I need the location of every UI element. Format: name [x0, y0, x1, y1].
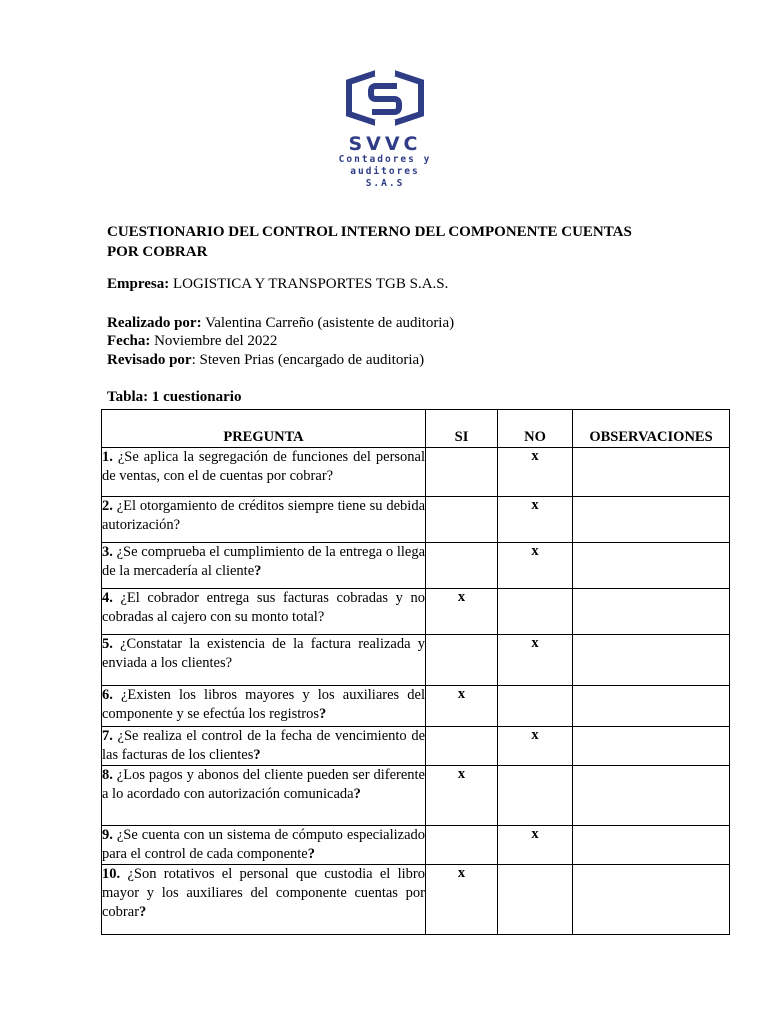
question-text: ¿Existen los libros mayores y los auxiliares del componente y se efectúa los registros	[102, 687, 425, 722]
logo-subtitle-line1: Contadores y	[338, 154, 432, 165]
question-cell	[102, 497, 426, 543]
si-cell: x	[426, 766, 498, 826]
question-number: 2.	[102, 498, 113, 514]
observaciones-cell	[573, 686, 730, 727]
fecha-label: Fecha:	[107, 333, 151, 349]
si-cell: x	[426, 686, 498, 727]
observaciones-cell	[573, 865, 730, 935]
si-cell	[426, 727, 498, 766]
question-text: ¿Se aplica la segregación de funciones del personal de ventas, con el de cuentas por cobrar?	[102, 449, 425, 484]
observaciones-cell	[573, 727, 730, 766]
question-text: ¿El otorgamiento de créditos siempre tiene su debida autorización?	[102, 498, 425, 533]
logo-subtitle-line2: auditores	[350, 166, 420, 177]
revisado-line	[107, 351, 424, 370]
table-row	[102, 543, 730, 589]
revisado-value: : Steven Prias (encargado de auditoria)	[191, 352, 425, 368]
question-cell	[102, 865, 426, 935]
question-cell	[102, 635, 426, 686]
no-cell: x	[498, 727, 573, 766]
question-text: ¿El cobrador entrega sus facturas cobradas y no cobradas al cajero con su monto total?	[102, 590, 426, 625]
question-text: ¿Son rotativos el personal que custodia el libro mayor y los auxiliares del componente cuentas por cobrar	[102, 866, 426, 920]
question-cell	[102, 727, 426, 766]
table-row	[102, 497, 730, 543]
si-cell	[426, 543, 498, 589]
question-end: ?	[253, 747, 261, 763]
no-cell: x	[498, 497, 573, 543]
question-text: ¿Se comprueba el cumplimiento de la entrega o llega de la mercadería al cliente	[102, 544, 426, 579]
no-cell: x	[498, 635, 573, 686]
observaciones-cell	[573, 766, 730, 826]
observaciones-cell	[573, 448, 730, 497]
no-cell: x	[498, 826, 573, 865]
header-si: SI	[426, 410, 498, 448]
fecha-value: Noviembre del 2022	[154, 333, 278, 349]
observaciones-cell	[573, 543, 730, 589]
si-cell: x	[426, 589, 498, 635]
question-number: 1.	[102, 449, 113, 465]
si-cell: x	[426, 865, 498, 935]
question-cell	[102, 826, 426, 865]
question-cell	[102, 589, 426, 635]
question-end: ?	[254, 563, 262, 579]
question-number: 3.	[102, 544, 113, 560]
question-end: ?	[319, 706, 327, 722]
empresa-line	[107, 275, 448, 294]
realizado-label: Realizado por:	[107, 315, 202, 331]
table-row	[102, 448, 730, 497]
observaciones-cell	[573, 589, 730, 635]
observaciones-cell	[573, 497, 730, 543]
question-end: ?	[353, 786, 361, 802]
header-pregunta: PREGUNTA	[102, 410, 426, 448]
no-cell	[498, 766, 573, 826]
si-cell	[426, 826, 498, 865]
si-cell	[426, 448, 498, 497]
question-cell	[102, 686, 426, 727]
question-cell	[102, 448, 426, 497]
table-row	[102, 826, 730, 865]
observaciones-cell	[573, 635, 730, 686]
si-cell	[426, 497, 498, 543]
question-end: ?	[307, 846, 315, 862]
no-cell	[498, 686, 573, 727]
table-caption: Tabla: 1 cuestionario	[107, 389, 242, 405]
logo-subtitle-line3: S.A.S	[365, 178, 405, 189]
logo-name: SVVC	[348, 133, 422, 155]
table-row	[102, 766, 730, 826]
header-observaciones: OBSERVACIONES	[573, 410, 730, 448]
question-text: ¿Constatar la existencia de la factura realizada y enviada a los clientes?	[102, 636, 425, 671]
empresa-value: LOGISTICA Y TRANSPORTES TGB S.A.S.	[172, 276, 449, 292]
svvc-logo-icon	[345, 68, 425, 128]
revisado-label: Revisado por	[107, 352, 192, 368]
table-row	[102, 865, 730, 935]
question-number: 7.	[102, 728, 113, 744]
question-number: 4.	[102, 590, 113, 606]
document-title: CUESTIONARIO DEL CONTROL INTERNO DEL COMPONENTE CUENTAS POR COBRAR	[107, 224, 632, 260]
question-cell	[102, 543, 426, 589]
empresa-label: Empresa:	[107, 276, 170, 292]
header-no: NO	[498, 410, 573, 448]
no-cell: x	[498, 448, 573, 497]
no-cell	[498, 865, 573, 935]
si-cell	[426, 635, 498, 686]
question-text: ¿Se realiza el control de la fecha de vencimiento de las facturas de los clientes	[102, 728, 426, 763]
question-number: 10.	[102, 866, 121, 882]
table-row	[102, 635, 730, 686]
questionnaire-table	[101, 409, 730, 935]
question-number: 5.	[102, 636, 113, 652]
question-number: 9.	[102, 827, 113, 843]
question-text: ¿Se cuenta con un sistema de cómputo especializado para el control de cada componente	[102, 827, 426, 862]
no-cell: x	[498, 543, 573, 589]
question-number: 6.	[102, 687, 113, 703]
fecha-line	[107, 332, 277, 351]
realizado-value: Valentina Carreño (asistente de auditoria)	[205, 315, 455, 331]
question-number: 8.	[102, 767, 113, 783]
question-text: ¿Los pagos y abonos del cliente pueden ser diferente a lo acordado con autorización comunicada	[102, 767, 425, 802]
no-cell	[498, 589, 573, 635]
realizado-line	[107, 314, 454, 333]
table-row	[102, 727, 730, 766]
observaciones-cell	[573, 826, 730, 865]
question-end: ?	[139, 904, 147, 920]
table-header-row	[102, 410, 730, 448]
company-logo	[318, 68, 452, 198]
question-cell	[102, 766, 426, 826]
table-row	[102, 589, 730, 635]
table-row	[102, 686, 730, 727]
